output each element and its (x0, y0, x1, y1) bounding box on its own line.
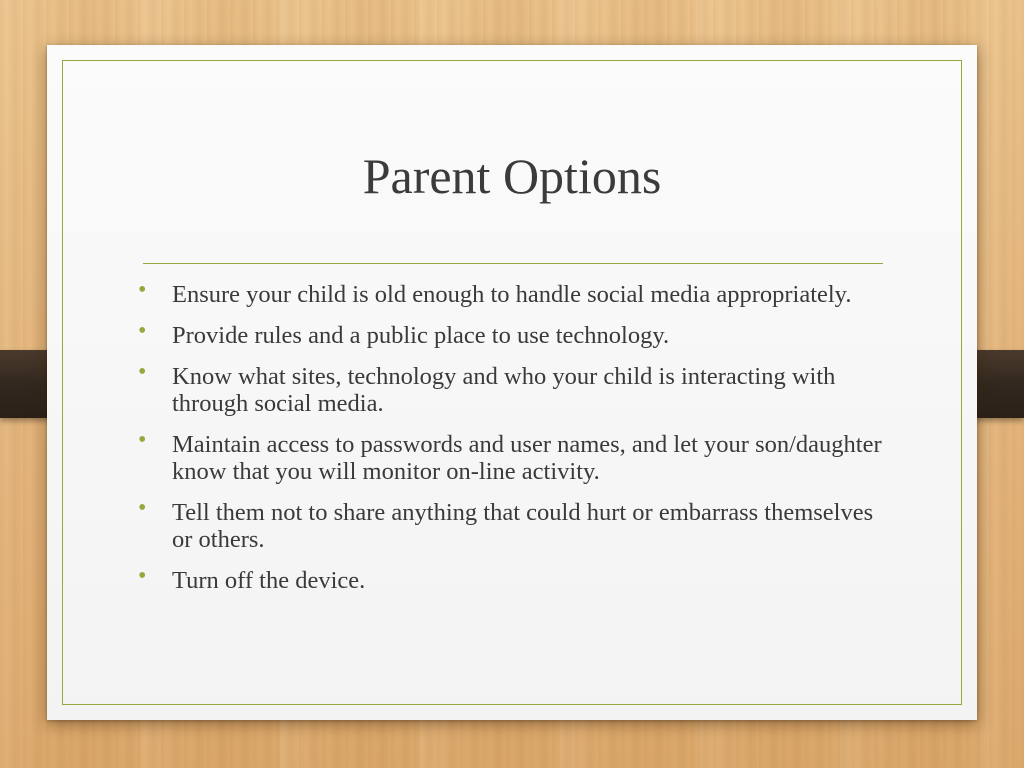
bullet-item (138, 563, 892, 594)
bullet-text: Maintain access to passwords and user names, and let your son/daughter know that you will monitor on-line activity. (172, 431, 882, 485)
bullet-dot-icon: • (138, 427, 147, 453)
bullet-dot-icon: • (138, 495, 147, 521)
bullet-list (138, 277, 892, 608)
bullet-item (138, 495, 892, 553)
bullet-text: Turn off the device. (172, 567, 366, 594)
bullet-text: Know what sites, technology and who your child is interacting with through social media. (172, 363, 836, 417)
bullet-item (138, 277, 892, 308)
bullet-text: Provide rules and a public place to use technology. (172, 322, 670, 349)
bullet-dot-icon: • (138, 359, 147, 385)
bullet-item (138, 359, 892, 417)
bullet-text: Ensure your child is old enough to handle social media appropriately. (172, 281, 852, 308)
title-divider (143, 263, 883, 264)
bullet-text: Tell them not to share anything that could hurt or embarrass themselves or others. (172, 499, 874, 553)
slide-title: Parent Options (362, 148, 662, 204)
bullet-item (138, 318, 892, 349)
bullet-dot-icon: • (138, 277, 147, 303)
bullet-dot-icon: • (138, 318, 147, 344)
slide-card (47, 45, 977, 720)
bullet-dot-icon: • (138, 563, 147, 589)
bullet-item (138, 427, 892, 485)
